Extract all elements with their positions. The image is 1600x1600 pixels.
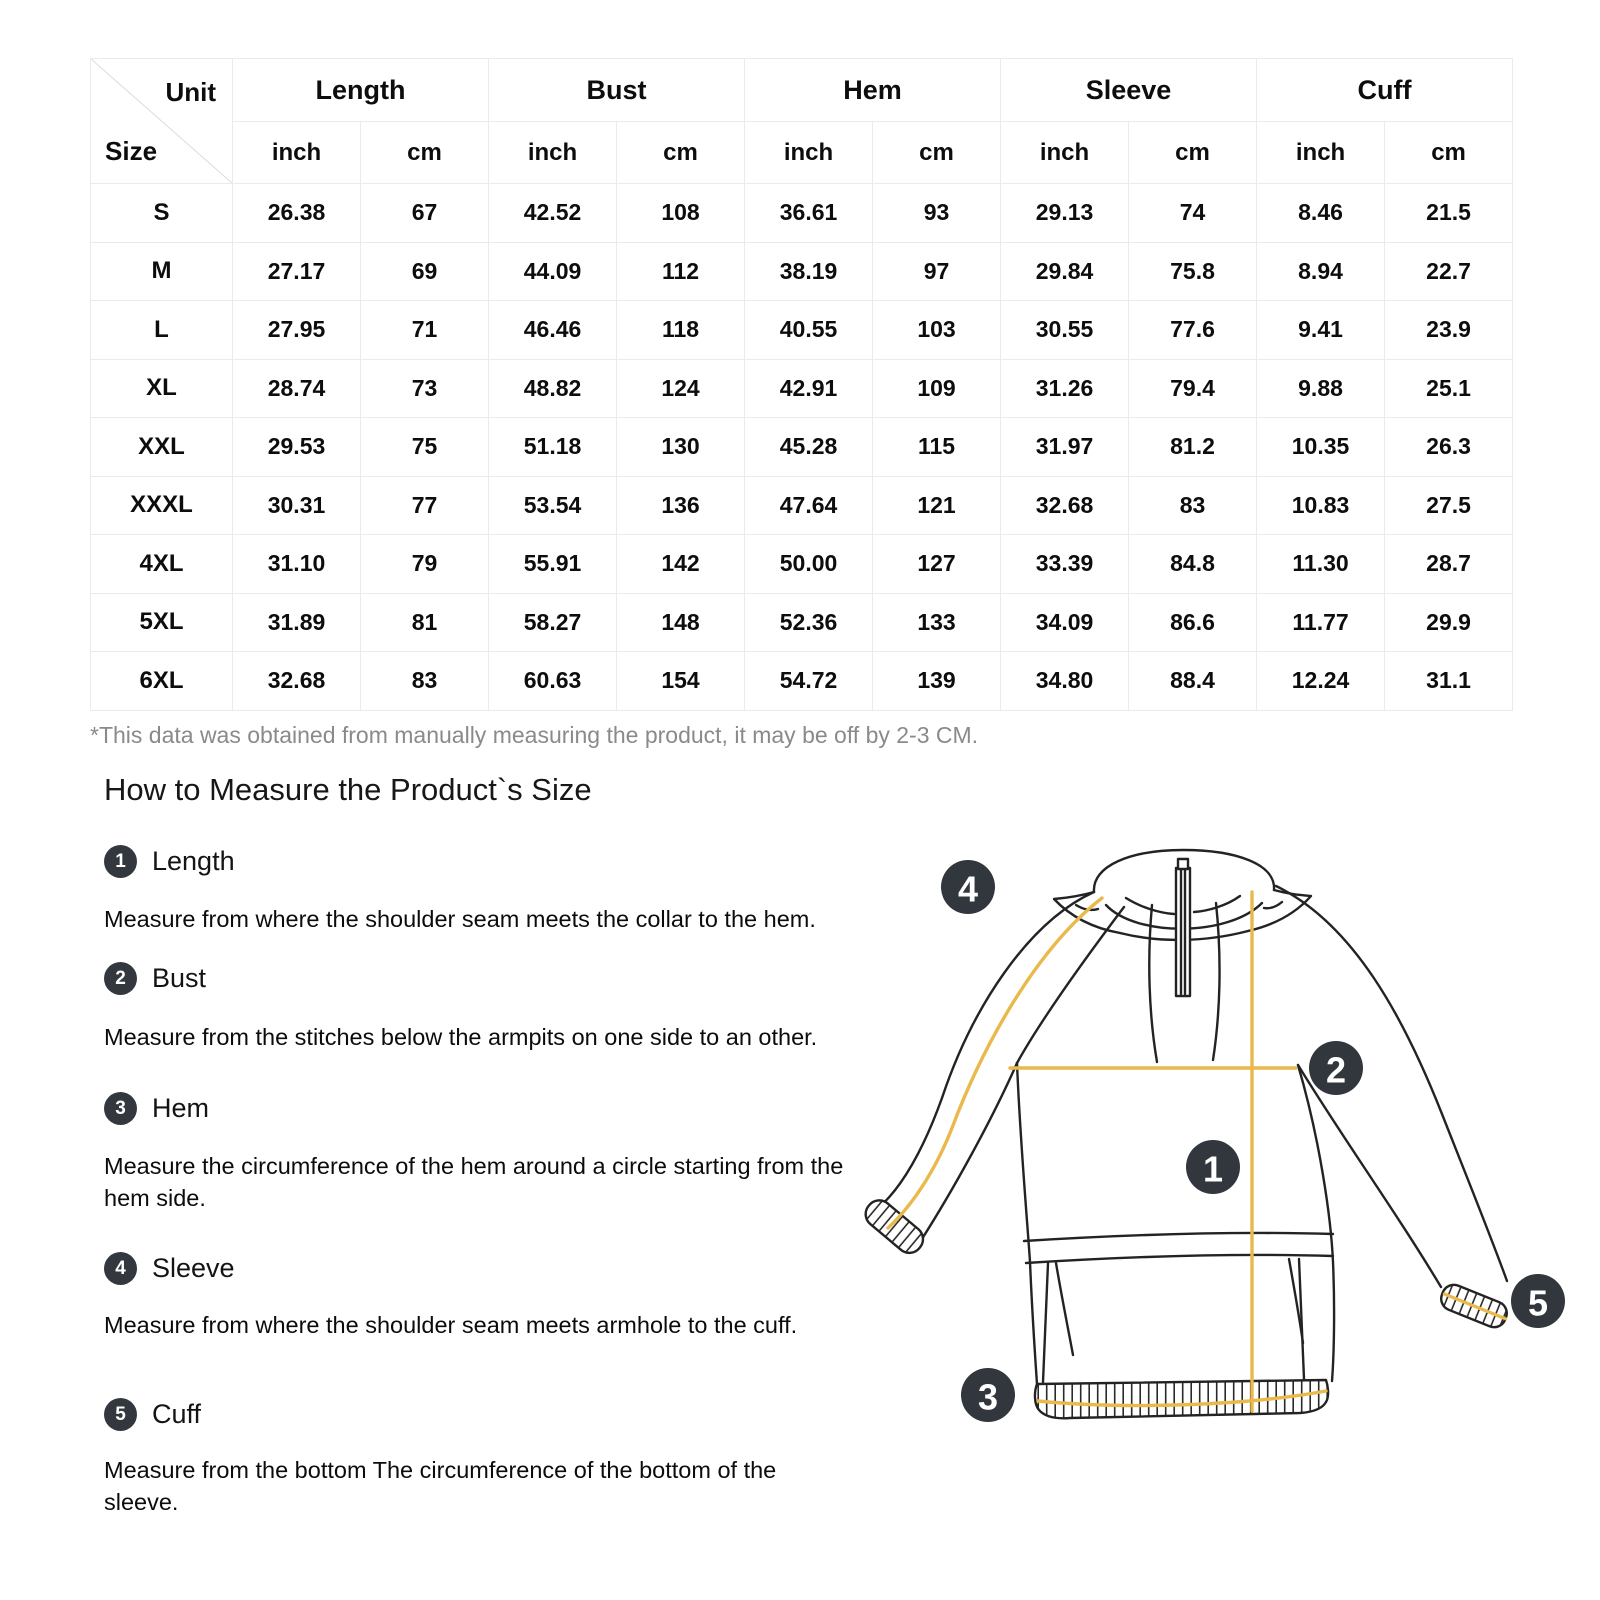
unit-header-cm: cm xyxy=(361,122,489,184)
marker-1-number: 1 xyxy=(1202,1148,1224,1190)
size-label: S xyxy=(91,184,233,243)
cuff-left xyxy=(860,1195,928,1258)
measurement-value: 28.7 xyxy=(1385,535,1513,594)
marker-3 xyxy=(961,1368,1015,1422)
measurement-value: 34.80 xyxy=(1001,652,1129,711)
marker-5 xyxy=(1511,1274,1565,1328)
measure-item-description: Measure from the stitches below the armpits on one side to an other. xyxy=(104,1024,818,1050)
measurement-value: 42.91 xyxy=(745,359,873,418)
measure-item-label: Cuff xyxy=(152,1399,202,1429)
drawstring-left xyxy=(1149,905,1157,1062)
measurement-value: 97 xyxy=(873,242,1001,301)
table-group-header-row xyxy=(91,59,1513,122)
measure-item-label: Hem xyxy=(152,1093,210,1123)
measurement-value: 42.52 xyxy=(489,184,617,243)
measure-item-description: Measure from the bottom The circumference of the bottom of the sleeve. xyxy=(104,1457,777,1516)
measurement-value: 8.94 xyxy=(1257,242,1385,301)
measurement-value: 29.9 xyxy=(1385,593,1513,652)
measurement-value: 84.8 xyxy=(1129,535,1257,594)
corner-unit-label: Unit xyxy=(165,77,216,107)
step-number-badge: 5 xyxy=(104,1398,137,1431)
garment-measure-diagram xyxy=(830,810,1570,1470)
measurement-value: 29.84 xyxy=(1001,242,1129,301)
measurement-value: 77.6 xyxy=(1129,301,1257,360)
measurement-value: 73 xyxy=(361,359,489,418)
step-number-badge: 3 xyxy=(104,1092,137,1125)
measurement-value: 22.7 xyxy=(1385,242,1513,301)
table-row xyxy=(91,418,1513,477)
column-group-bust: Bust xyxy=(489,59,745,122)
measurement-value: 79 xyxy=(361,535,489,594)
measurement-value: 118 xyxy=(617,301,745,360)
measurement-value: 83 xyxy=(1129,476,1257,535)
measurement-value: 148 xyxy=(617,593,745,652)
table-row xyxy=(91,359,1513,418)
measurement-value: 31.26 xyxy=(1001,359,1129,418)
measurement-value: 52.36 xyxy=(745,593,873,652)
measurement-value: 11.77 xyxy=(1257,593,1385,652)
unit-header-inch: inch xyxy=(489,122,617,184)
measurement-value: 11.30 xyxy=(1257,535,1385,594)
measurement-value: 51.18 xyxy=(489,418,617,477)
marker-4-number: 4 xyxy=(957,868,979,910)
sleeve-right-inner xyxy=(1298,1065,1441,1287)
measurement-value: 69 xyxy=(361,242,489,301)
unit-header-inch: inch xyxy=(1001,122,1129,184)
measurement-value: 75 xyxy=(361,418,489,477)
measurement-value: 112 xyxy=(617,242,745,301)
table-row xyxy=(91,593,1513,652)
measurement-value: 12.24 xyxy=(1257,652,1385,711)
measurement-value: 34.09 xyxy=(1001,593,1129,652)
measurement-value: 58.27 xyxy=(489,593,617,652)
measurement-value: 10.83 xyxy=(1257,476,1385,535)
table-row xyxy=(91,301,1513,360)
measurement-value: 154 xyxy=(617,652,745,711)
measurement-value: 31.1 xyxy=(1385,652,1513,711)
measure-item-hem xyxy=(104,1092,209,1125)
column-group-cuff: Cuff xyxy=(1257,59,1513,122)
measurement-value: 81.2 xyxy=(1129,418,1257,477)
measurement-value: 60.63 xyxy=(489,652,617,711)
hoodie-outline xyxy=(860,850,1510,1418)
size-label: M xyxy=(91,242,233,301)
measurement-value: 9.41 xyxy=(1257,301,1385,360)
unit-header-inch: inch xyxy=(745,122,873,184)
raglan-seam-left xyxy=(1017,907,1124,1063)
measure-item-label: Bust xyxy=(152,963,207,993)
size-label: 6XL xyxy=(91,652,233,711)
measurement-value: 25.1 xyxy=(1385,359,1513,418)
size-chart-table xyxy=(90,58,1513,711)
measurement-value: 53.54 xyxy=(489,476,617,535)
measurement-value: 88.4 xyxy=(1129,652,1257,711)
measurement-value: 83 xyxy=(361,652,489,711)
measurement-value: 71 xyxy=(361,301,489,360)
unit-header-cm: cm xyxy=(617,122,745,184)
measurement-value: 139 xyxy=(873,652,1001,711)
measurement-disclaimer: *This data was obtained from manually measuring the product, it may be off by 2-3 CM. xyxy=(90,722,979,748)
corner-size-label: Size xyxy=(105,136,158,166)
measure-item-description: Measure from where the shoulder seam meets armhole to the cuff. xyxy=(104,1312,798,1338)
howto-heading: How to Measure the Product`s Size xyxy=(104,772,592,807)
marker-2-number: 2 xyxy=(1325,1049,1347,1091)
table-row xyxy=(91,184,1513,243)
measurement-value: 21.5 xyxy=(1385,184,1513,243)
cuff-right xyxy=(1438,1281,1511,1331)
measurement-value: 45.28 xyxy=(745,418,873,477)
measurement-value: 30.31 xyxy=(233,476,361,535)
step-number-badge: 1 xyxy=(104,845,137,878)
measurement-value: 29.53 xyxy=(233,418,361,477)
size-table-wrap xyxy=(90,58,1513,711)
measurement-value: 133 xyxy=(873,593,1001,652)
marker-3-number: 3 xyxy=(977,1376,999,1418)
measurement-value: 26.38 xyxy=(233,184,361,243)
size-label: 5XL xyxy=(91,593,233,652)
measurement-value: 47.64 xyxy=(745,476,873,535)
column-group-hem: Hem xyxy=(745,59,1001,122)
measurement-value: 50.00 xyxy=(745,535,873,594)
measurement-value: 44.09 xyxy=(489,242,617,301)
measure-item-bust xyxy=(104,962,206,995)
measurement-value: 121 xyxy=(873,476,1001,535)
measure-item-cuff xyxy=(104,1398,201,1431)
unit-size-corner-cell xyxy=(91,59,233,184)
unit-header-cm: cm xyxy=(1129,122,1257,184)
table-row xyxy=(91,242,1513,301)
measurement-value: 27.95 xyxy=(233,301,361,360)
measurement-value: 54.72 xyxy=(745,652,873,711)
measure-lines xyxy=(888,892,1326,1411)
unit-header-inch: inch xyxy=(233,122,361,184)
column-group-length: Length xyxy=(233,59,489,122)
measurement-value: 46.46 xyxy=(489,301,617,360)
measurement-value: 32.68 xyxy=(1001,476,1129,535)
measurement-value: 30.55 xyxy=(1001,301,1129,360)
measurement-value: 31.89 xyxy=(233,593,361,652)
measurement-value: 27.5 xyxy=(1385,476,1513,535)
measurement-value: 86.6 xyxy=(1129,593,1257,652)
body-left-edge xyxy=(1017,1063,1037,1384)
marker-5-number: 5 xyxy=(1527,1282,1549,1324)
measurement-value: 40.55 xyxy=(745,301,873,360)
measurement-value: 77 xyxy=(361,476,489,535)
table-unit-header-row xyxy=(91,122,1513,184)
measurement-value: 115 xyxy=(873,418,1001,477)
measurement-value: 81 xyxy=(361,593,489,652)
table-row xyxy=(91,535,1513,594)
measurement-value: 33.39 xyxy=(1001,535,1129,594)
table-row xyxy=(91,476,1513,535)
measure-item-label: Sleeve xyxy=(152,1253,235,1283)
measurement-value: 31.10 xyxy=(233,535,361,594)
measurement-value: 26.3 xyxy=(1385,418,1513,477)
measurement-value: 10.35 xyxy=(1257,418,1385,477)
step-number-badge: 4 xyxy=(104,1252,137,1285)
table-row xyxy=(91,652,1513,711)
marker-4 xyxy=(941,860,995,914)
step-number-badge: 2 xyxy=(104,962,137,995)
measurement-value: 136 xyxy=(617,476,745,535)
size-label: 4XL xyxy=(91,535,233,594)
kangaroo-pocket xyxy=(1043,1259,1304,1382)
measurement-value: 55.91 xyxy=(489,535,617,594)
measure-item-label: Length xyxy=(152,846,235,876)
size-label: XXXL xyxy=(91,476,233,535)
measurement-value: 127 xyxy=(873,535,1001,594)
measurement-value: 67 xyxy=(361,184,489,243)
measurement-value: 79.4 xyxy=(1129,359,1257,418)
measurement-value: 75.8 xyxy=(1129,242,1257,301)
unit-header-cm: cm xyxy=(1385,122,1513,184)
hem-band xyxy=(1035,1380,1328,1418)
measurement-value: 124 xyxy=(617,359,745,418)
measure-item-length xyxy=(104,845,235,878)
size-label: L xyxy=(91,301,233,360)
half-zip xyxy=(1176,859,1190,996)
measurement-value: 48.82 xyxy=(489,359,617,418)
measure-item-sleeve xyxy=(104,1252,235,1285)
column-group-sleeve: Sleeve xyxy=(1001,59,1257,122)
marker-1 xyxy=(1186,1140,1240,1194)
measurement-value: 108 xyxy=(617,184,745,243)
measurement-value: 31.97 xyxy=(1001,418,1129,477)
measurement-value: 29.13 xyxy=(1001,184,1129,243)
size-label: XL xyxy=(91,359,233,418)
measurement-value: 142 xyxy=(617,535,745,594)
measurement-value: 38.19 xyxy=(745,242,873,301)
measure-item-description: Measure from where the shoulder seam meets the collar to the hem. xyxy=(104,906,816,932)
measurement-value: 93 xyxy=(873,184,1001,243)
measurement-value: 27.17 xyxy=(233,242,361,301)
measurement-value: 109 xyxy=(873,359,1001,418)
measurement-value: 130 xyxy=(617,418,745,477)
measurement-value: 23.9 xyxy=(1385,301,1513,360)
unit-header-inch: inch xyxy=(1257,122,1385,184)
measure-item-description: Measure the circumference of the hem around a circle starting from the hem side. xyxy=(104,1153,844,1212)
measurement-value: 103 xyxy=(873,301,1001,360)
size-label: XXL xyxy=(91,418,233,477)
measurement-value: 32.68 xyxy=(233,652,361,711)
marker-2 xyxy=(1309,1041,1363,1095)
measurement-value: 36.61 xyxy=(745,184,873,243)
measurement-value: 74 xyxy=(1129,184,1257,243)
measure-line-sleeve xyxy=(888,898,1102,1228)
measurement-value: 28.74 xyxy=(233,359,361,418)
measurement-value: 9.88 xyxy=(1257,359,1385,418)
measurement-value: 8.46 xyxy=(1257,184,1385,243)
chest-band xyxy=(1024,1233,1333,1263)
unit-header-cm: cm xyxy=(873,122,1001,184)
